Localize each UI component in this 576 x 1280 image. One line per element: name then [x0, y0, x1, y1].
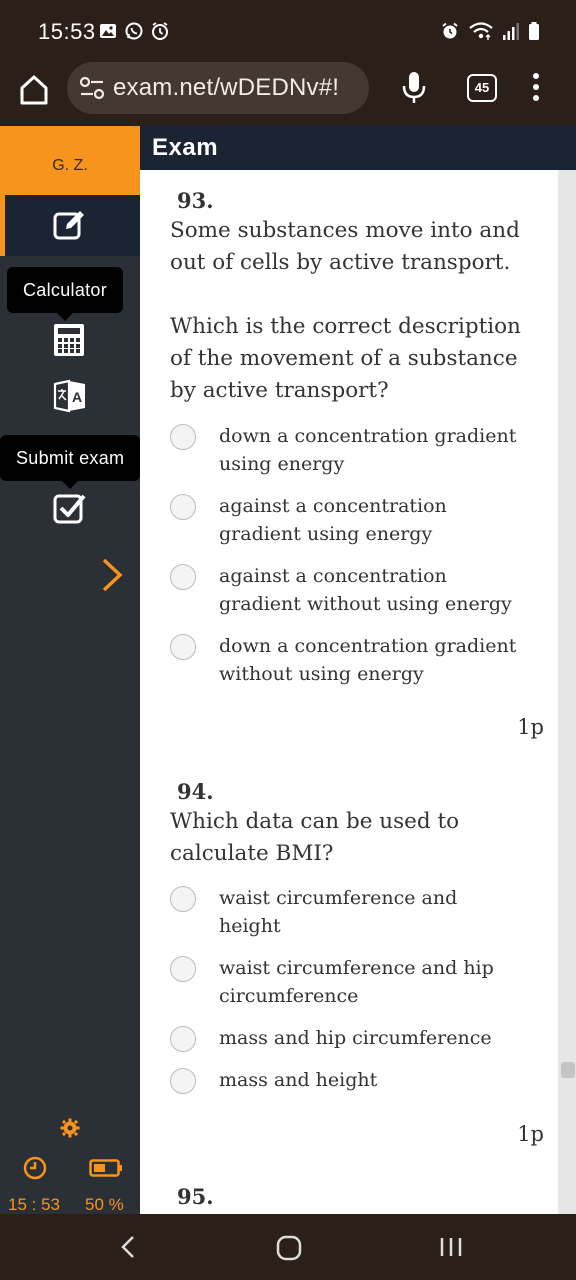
question-number: 95. [177, 1184, 214, 1209]
battery-percent: 50 % [85, 1195, 124, 1214]
calculator-tooltip: Calculator [7, 267, 123, 313]
status-time: 15:53 [38, 19, 96, 44]
exam-header [140, 126, 576, 170]
scrollbar-track[interactable] [558, 170, 576, 1214]
scrollbar-thumb[interactable] [561, 1062, 575, 1078]
answer-label: against a concentration gradient without using energy [219, 565, 512, 615]
site-settings-icon[interactable] [79, 76, 105, 100]
radio-button[interactable] [170, 1026, 196, 1052]
answer-label: waist circumference and height [219, 887, 458, 937]
question-text: Which data can be used to calculate BMI? [170, 809, 460, 866]
answer-label: down a concentration gradient using energy [219, 425, 517, 475]
recent-apps-icon[interactable] [439, 1236, 463, 1258]
question-points: 1p [517, 715, 544, 739]
browser-toolbar [0, 62, 576, 126]
signal-icon [502, 21, 520, 41]
question-number: 93. [177, 188, 214, 213]
image-icon [98, 21, 118, 41]
radio-button[interactable] [170, 886, 196, 912]
chevron-right-icon[interactable] [96, 557, 126, 593]
answer-label: mass and hip circumference [219, 1027, 492, 1049]
question-number: 94. [177, 779, 214, 804]
more-menu-icon[interactable] [531, 73, 541, 103]
tab-switcher-button[interactable]: 45 [467, 74, 497, 102]
exam-sidebar [0, 126, 140, 1214]
submit-exam-icon[interactable] [52, 490, 88, 526]
translate-icon[interactable] [52, 378, 88, 414]
question-points: 1p [517, 1122, 544, 1146]
submit-exam-tooltip: Submit exam [0, 435, 140, 481]
whatsapp-icon [124, 21, 144, 41]
alarm-icon [440, 21, 460, 41]
alarm-clock-icon [150, 21, 170, 41]
question-text: Which is the correct description of the movement of a substance by active transport? [170, 314, 521, 403]
page-title: Exam [152, 134, 219, 161]
gear-icon[interactable] [60, 1118, 80, 1138]
clock-icon [22, 1155, 48, 1181]
answer-label: against a concentration gradient using energy [219, 495, 447, 545]
battery-icon [528, 21, 540, 41]
answer-label: down a concentration gradient without using energy [219, 635, 517, 685]
answer-label: mass and height [219, 1069, 378, 1091]
home-nav-icon[interactable] [276, 1235, 302, 1261]
microphone-icon[interactable] [400, 70, 428, 106]
edit-icon [52, 207, 88, 243]
clock-time: 15 : 53 [8, 1195, 60, 1214]
radio-button[interactable] [170, 956, 196, 982]
battery-level-icon [89, 1159, 123, 1177]
calculator-icon[interactable] [51, 322, 87, 358]
wifi-icon [468, 21, 494, 41]
svg-text:A: A [71, 389, 83, 405]
radio-button[interactable] [170, 494, 196, 520]
user-initials: G. Z. [0, 126, 140, 195]
sidebar-item-edit[interactable] [0, 195, 140, 256]
back-icon[interactable] [118, 1234, 138, 1260]
active-indicator [0, 195, 5, 256]
radio-button[interactable] [170, 424, 196, 450]
exam-content[interactable] [140, 170, 558, 1214]
system-nav-bar [0, 1214, 576, 1280]
address-bar[interactable] [67, 62, 369, 114]
url-text: exam.net/wDEDNv#! [113, 74, 340, 101]
status-bar [0, 0, 576, 62]
radio-button[interactable] [170, 634, 196, 660]
answer-label: waist circumference and hip circumference [219, 957, 494, 1007]
radio-button[interactable] [170, 564, 196, 590]
question-text: Some substances move into and out of cells by active transport. [170, 218, 520, 275]
radio-button[interactable] [170, 1068, 196, 1094]
home-icon[interactable] [16, 72, 52, 108]
